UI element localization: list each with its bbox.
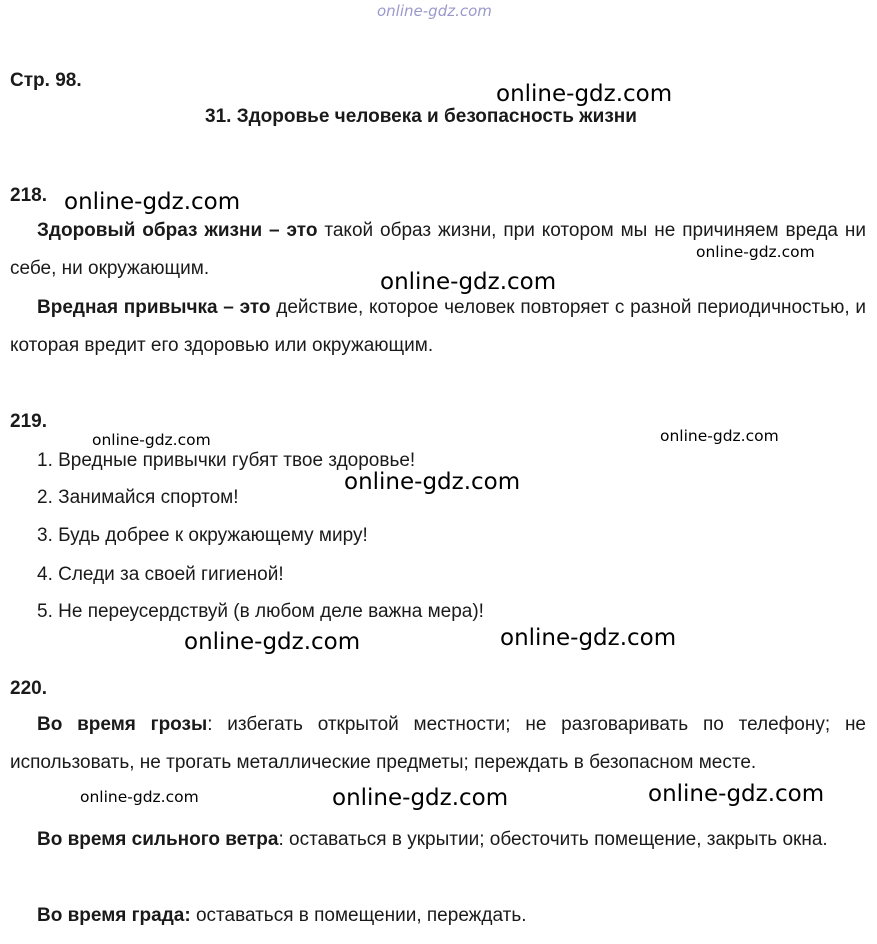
- term-thunderstorm: Во время грозы: [37, 714, 208, 735]
- advice-hail: [10, 897, 866, 935]
- advice-strong-wind: [10, 821, 866, 859]
- watermark: online-gdz.com: [332, 785, 509, 811]
- watermark: online-gdz.com: [92, 431, 211, 449]
- list-item: 4. Следи за своей гигиеной!: [37, 564, 284, 585]
- advice-text: : избегать открытой местности; не разговаривать по телефону; не использовать, не трогать металлические предметы; переждать в безопасном месте.: [10, 714, 866, 773]
- term-bad-habit: Вредная привычка – это: [37, 297, 271, 318]
- list-item: 3. Будь добрее к окружающему миру!: [37, 525, 368, 546]
- page-number: Стр. 98.: [10, 70, 82, 91]
- list-item: 1. Вредные привычки губят твое здоровье!: [37, 450, 416, 471]
- watermark: online-gdz.com: [696, 243, 815, 261]
- chapter-title: 31. Здоровье человека и безопасность жизни: [205, 106, 637, 127]
- term-strong-wind: Во время сильного ветра: [37, 829, 279, 850]
- task-number-219: 219.: [10, 411, 47, 432]
- advice-thunderstorm: [10, 706, 866, 782]
- term-healthy-lifestyle: Здоровый образ жизни – это: [37, 220, 318, 241]
- watermark: online-gdz.com: [64, 189, 241, 215]
- definition-bad-habit: [10, 289, 866, 365]
- watermark: online-gdz.com: [184, 629, 361, 655]
- watermark: online-gdz.com: [80, 788, 199, 806]
- watermark: online-gdz.com: [660, 427, 779, 445]
- list-item: 2. Занимайся спортом!: [37, 487, 239, 508]
- watermark: online-gdz.com: [496, 81, 673, 107]
- definition-text: такой образ жизни, при котором мы не причиняем вреда ни себе, ни окружающим.: [10, 220, 867, 279]
- watermark: online-gdz.com: [500, 625, 677, 651]
- task-number-218: 218.: [10, 185, 47, 206]
- advice-text: : оставаться в укрытии; обесточить помещение, закрыть окна.: [278, 829, 828, 850]
- definition-text: действие, которое человек повторяет с разной периодичностью, и которая вредит его здоровью или окружающим.: [10, 297, 866, 356]
- list-item: 5. Не переусердствуй (в любом деле важна мера)!: [37, 601, 484, 622]
- watermark-top: online-gdz.com: [377, 2, 492, 20]
- watermark: online-gdz.com: [648, 781, 825, 807]
- term-hail: Во время града:: [37, 905, 191, 926]
- advice-text: оставаться в помещении, переждать.: [190, 905, 527, 926]
- task-number-220: 220.: [10, 678, 47, 699]
- watermark: online-gdz.com: [344, 469, 521, 495]
- watermark: online-gdz.com: [380, 269, 557, 295]
